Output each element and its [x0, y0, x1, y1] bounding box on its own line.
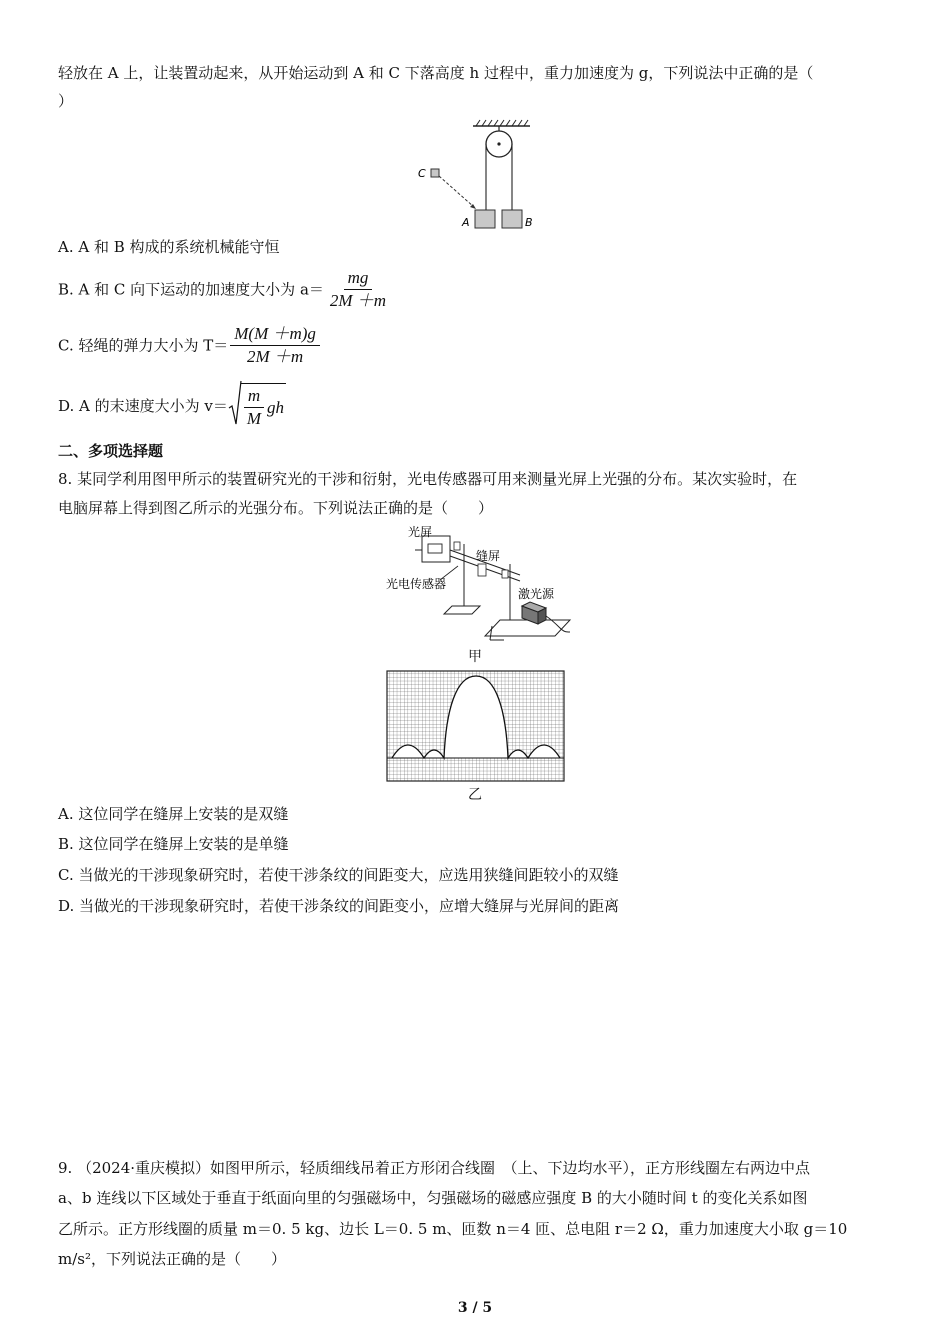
q9-stem-line1: 9. （2024·重庆模拟）如图甲所示，轻质细线吊着正方形闭合线圈 （上、下边均水平），正方形线圈左右两边中点 — [58, 1159, 811, 1177]
q7-stem-line1: 轻放在 A 上，让装置动起来，从开始运动到 A 和 C 下落高度 h 过程中，重力加速度为 g，下列说法中正确的是（ — [58, 64, 814, 82]
q7-option-d-fraction — [243, 386, 265, 429]
page-number: 3 / 5 — [457, 1300, 493, 1316]
q7-option-b-prefix: B. A 和 C 向下运动的加速度大小为 a＝ — [58, 280, 324, 299]
q7-option-d-numerator: m — [244, 386, 264, 408]
section-title: 二、多项选择题 — [58, 442, 164, 460]
label-slit-screen: 缝屏 — [476, 549, 501, 563]
label-b: B — [525, 216, 533, 229]
q8-option-b: B. 这位同学在缝屏上安装的是单缝 — [58, 835, 289, 853]
q8-option-a: A. 这位同学在缝屏上安装的是双缝 — [58, 805, 289, 823]
block-b — [502, 210, 522, 228]
q9-stem-line3: 乙所示。正方形线圈的质量 m＝0. 5 kg、边长 L＝0. 5 m、匝数 n＝4 匝、总电阻 r＝2 Ω，重力加速度大小取 g＝10 — [58, 1220, 848, 1238]
fig-yi-caption: 乙 — [468, 787, 482, 803]
q7-option-c — [58, 324, 322, 367]
q7-option-c-fraction — [230, 324, 320, 367]
q7-option-d-tail: gh — [267, 397, 285, 417]
q7-option-a: A. A 和 B 构成的系统机械能守恒 — [58, 238, 280, 256]
block-c — [431, 169, 439, 177]
q8-intensity-figure — [386, 670, 566, 783]
q7-option-c-denominator: 2M ＋m — [247, 347, 304, 366]
q7-option-b-denominator: 2M ＋m — [329, 291, 387, 310]
label-c: C — [418, 167, 426, 180]
q7-option-c-numerator: M(M ＋m)g — [230, 324, 320, 346]
q7-option-b — [58, 268, 392, 311]
label-laser-source: 激光源 — [518, 587, 555, 601]
label-a: A — [462, 216, 470, 229]
q8-option-c: C. 当做光的干涉现象研究时，若使干涉条纹的间距变大，应选用狭缝间距较小的双缝 — [58, 866, 619, 884]
q7-option-d — [58, 380, 286, 432]
q7-option-b-numerator: mg — [344, 268, 373, 290]
label-light-screen: 光屏 — [408, 525, 433, 539]
q7-option-b-fraction — [326, 268, 390, 311]
label-photo-sensor: 光电传感器 — [386, 577, 447, 591]
q8-stem-line2: 电脑屏幕上得到图乙所示的光强分布。下列说法正确的是（ ） — [58, 499, 494, 517]
fig-jia-caption: 甲 — [468, 649, 482, 665]
q7-pulley-figure — [410, 118, 550, 233]
q8-option-d: D. 当做光的干涉现象研究时，若使干涉条纹的间距变小，应增大缝屏与光屏间的距离 — [58, 897, 620, 915]
q7-option-d-denominator: M — [246, 409, 262, 428]
q9-stem-line2: a、b 连线以下区域处于垂直于纸面向里的匀强磁场中，匀强磁场的磁感应强度 B 的大小随时间 t 的变化关系如图 — [58, 1189, 808, 1207]
q9-stem-line4: m/s²，下列说法正确的是（ ） — [58, 1250, 286, 1268]
q7-stem-line2: ） — [58, 92, 74, 110]
q7-option-c-prefix: C. 轻绳的弹力大小为 T＝ — [58, 336, 229, 355]
q7-option-d-prefix: D. A 的末速度大小为 v＝ — [58, 397, 228, 415]
sqrt-radical-icon — [228, 380, 242, 432]
block-a — [475, 210, 495, 228]
q8-stem-line1: 8. 某同学利用图甲所示的装置研究光的干涉和衍射，光电传感器可用来测量光屏上光强的分布。某次实验时，在 — [58, 470, 798, 488]
